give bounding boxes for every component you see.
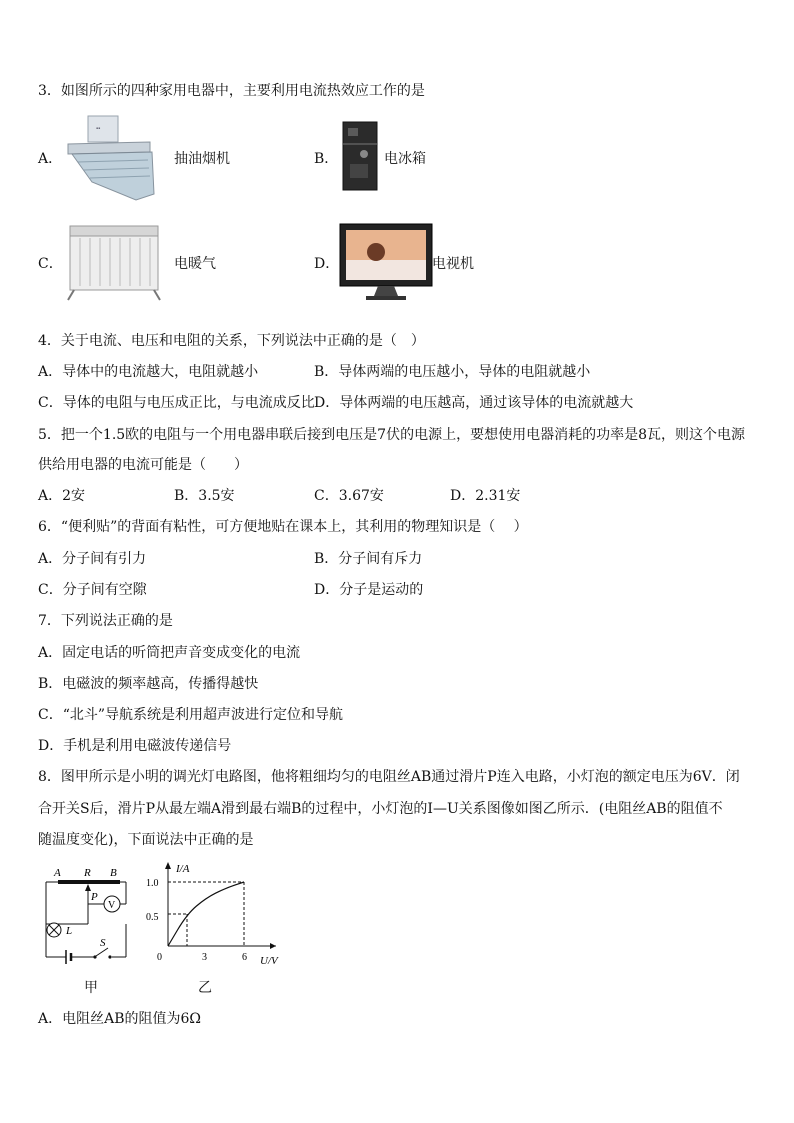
q5-option-c: C．3.67安 [314,488,384,504]
q6-option-b: B．分子间有斥力 [314,551,423,567]
q8-option-a: A．电阻丝AB的阻值为6Ω [38,1011,202,1027]
range-hood-image [62,112,162,202]
circuit-diagram [40,862,140,972]
q7-stem: 7．下列说法正确的是 [38,613,173,629]
label-l: L [66,925,73,937]
x-tick-3: 3 [202,952,207,963]
q3-option-d-label: 电视机 [432,256,474,272]
q7-option-c: C．“北斗”导航系统是利用超声波进行定位和导航 [38,707,344,723]
q7-option-d: D．手机是利用电磁波传递信号 [38,738,232,754]
q4-option-b: B．导体两端的电压越小，导体的电阻就越小 [314,364,591,380]
q5-option-b: B．3.5安 [174,488,235,504]
q5-stem-line1: 5．把一个1.5欧的电阻与一个用电器串联后接到电压是7伏的电源上，要想使用电器消耗的功率是8瓦，则这个电源 [38,427,745,443]
heater-image [64,222,164,302]
label-v: V [108,900,116,911]
y-axis-arrow-icon [165,862,171,869]
label-b: B [110,867,117,879]
q4-stem: 4．关于电流、电压和电阻的关系，下列说法中正确的是（ ） [38,333,425,349]
q8-stem-line2: 合开关S后，滑片P从最左端A滑到最右端B的过程中，小灯泡的I—U关系图像如图乙所示．(电阻丝AB的阻值不 [38,801,723,817]
refrigerator-image [340,120,380,192]
x-axis-label: U/V [260,955,278,967]
slider-arrow-icon [85,884,91,891]
y-tick-1: 1.0 [146,878,159,889]
q6-stem: 6．“便利贴”的背面有粘性，可方便地贴在课本上，其利用的物理知识是（ ） [38,519,528,535]
resistor-wire-ab [58,880,120,884]
svg-text:▪▪: ▪▪ [96,126,101,132]
television-image [338,222,434,302]
q6-option-a: A．分子间有引力 [38,551,147,567]
x-tick-6: 6 [242,952,247,963]
label-r: R [84,867,91,879]
label-a: A [54,867,61,879]
q7-option-b: B．电磁波的频率越高，传播得越快 [38,676,259,692]
iu-graph [142,860,292,970]
y-axis-label: I/A [176,863,190,875]
circuit-caption: 甲 [84,980,98,996]
q4-option-c: C．导体的电阻与电压成正比，与电流成反比 [38,395,315,411]
y-tick-0.5: 0.5 [146,912,159,923]
q7-option-a: A．固定电话的听筒把声音变成变化的电流 [38,645,301,661]
x-tick-0: 0 [157,952,162,963]
q3-option-d-letter: D． [314,256,340,272]
q8-stem-line1: 8．图甲所示是小明的调光灯电路图，他将粗细均匀的电阻丝AB通过滑片P连入电路，小灯泡的额定电压为6V．闭 [38,769,740,785]
x-axis-arrow-icon [270,943,276,949]
q4-option-d: D．导体两端的电压越高，通过该导体的电流就越大 [314,395,634,411]
q3-option-c-letter: C． [38,256,63,272]
q3-option-a-label: 抽油烟机 [174,151,230,167]
q4-option-a: A．导体中的电流越大，电阻就越小 [38,364,259,380]
label-s: S [100,937,106,949]
q6-option-d: D．分子是运动的 [314,582,424,598]
graph-caption: 乙 [198,980,212,996]
q3-option-a-letter: A． [38,151,63,167]
label-p: P [91,891,98,903]
q8-stem-line3: 随温度变化)，下面说法中正确的是 [38,832,254,848]
q3-option-c-label: 电暖气 [174,256,216,272]
q3-option-b-letter: B． [314,151,339,167]
q5-stem-line2: 供给用电器的电流可能是（ ） [38,457,248,473]
q3-stem: 3．如图所示的四种家用电器中，主要利用电流热效应工作的是 [38,83,425,99]
q3-option-b-label: 电冰箱 [384,151,426,167]
q5-option-a: A．2安 [38,488,86,504]
q5-option-d: D．2.31安 [450,488,521,504]
q6-option-c: C．分子间有空隙 [38,582,147,598]
